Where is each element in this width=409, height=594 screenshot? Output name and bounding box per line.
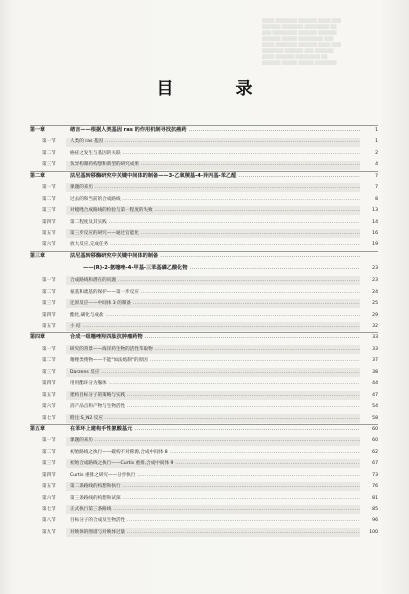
toc-entry-page: 60 <box>372 426 378 432</box>
toc-entry-number: 第六节 <box>42 242 56 248</box>
toc-entry-title: 第二条路线的构想和执行 ..... <box>70 481 360 492</box>
toc-section-entry <box>30 390 378 401</box>
toc-entry-number: 第三节 <box>42 208 56 214</box>
toc-entry-number: 第一节 <box>42 346 56 352</box>
toc-entry-page: 2 <box>375 150 378 156</box>
toc-entry-page: 81 <box>372 495 378 501</box>
toc-entry-number: 第七节 <box>42 415 56 421</box>
toc-entry-number: 第五章 <box>30 425 46 432</box>
table-of-contents <box>30 125 378 538</box>
toc-entry-page: 14 <box>372 219 378 225</box>
toc-entry-title: 噻唑类羧物——不能"如法炮制"的原因 ..... <box>70 355 360 366</box>
toc-entry-page: 1 <box>375 139 378 145</box>
toc-entry-page: 44 <box>372 381 378 387</box>
toc-section-entry <box>30 344 378 355</box>
toc-entry-title: 第三步反应的研究——通过官能化 ..... <box>70 228 360 239</box>
toc-section-entry <box>30 447 378 458</box>
toc-entry-title: 课题的来历 ..... <box>70 182 360 193</box>
toc-entry-number: 第一节 <box>42 139 56 145</box>
toc-entry-page: 24 <box>372 289 378 295</box>
toc-entry-title: 氨基和巯基的保护——第一步反应 ..... <box>70 287 360 298</box>
toc-entry-page: 100 <box>369 529 378 535</box>
toc-entry-number: 第五节 <box>42 484 56 490</box>
toc-entry-title: 放大反应,完成任务 ..... <box>70 239 360 250</box>
toc-entry-page: 38 <box>372 369 378 375</box>
toc-section-entry <box>30 159 378 170</box>
toc-entry-number: 第四节 <box>42 312 56 318</box>
toc-entry-number: 第三节 <box>42 162 56 168</box>
toc-section-entry <box>30 527 378 538</box>
toc-entry-page: 76 <box>372 484 378 490</box>
toc-section-entry <box>30 275 378 286</box>
toc-entry-title: 正式执行第三条路线 ..... <box>70 504 360 515</box>
page-title: 目 录 <box>156 79 281 99</box>
toc-entry-number: 第二节 <box>42 289 56 295</box>
toc-entry-number: 第三节 <box>42 461 56 467</box>
toc-section-entry <box>30 493 378 504</box>
toc-section-entry <box>30 413 378 424</box>
toc-entry-title: Curtis 重排之研究——分步执行 ..... <box>70 470 360 481</box>
toc-entry-page: 32 <box>372 324 378 329</box>
toc-section-entry <box>30 504 378 515</box>
toc-entry-page: 7 <box>375 173 378 179</box>
toc-section-entry <box>30 136 378 147</box>
toc-entry-page: 25 <box>372 301 378 307</box>
toc-section-entry <box>30 298 378 309</box>
toc-entry-page: 16 <box>372 230 378 236</box>
toc-section-entry <box>30 515 378 526</box>
toc-entry-number: 第三节 <box>42 369 56 375</box>
toc-entry-number: 第六节 <box>42 404 56 410</box>
toc-section-entry <box>30 481 378 492</box>
toc-entry-title: 初始合成路线之执行——Curtis 重排,合成中间体 9 ..... <box>70 458 360 469</box>
toc-entry-title: 小 结 ..... <box>70 321 360 332</box>
toc-entry-number: 第二节 <box>42 196 56 202</box>
toc-entry-page: 33 <box>372 335 378 341</box>
toc-entry-page: 33 <box>372 346 378 352</box>
toc-entry-number: 第一节 <box>42 278 56 284</box>
toc-entry-number: 第一节 <box>42 185 56 191</box>
toc-section-entry <box>30 378 378 389</box>
toc-chapter-subtitle <box>30 262 378 275</box>
toc-entry-page: 62 <box>372 449 378 455</box>
toc-entry-title: 法尼基转移酶研究中关键中间体的制备 ..... <box>70 251 360 262</box>
toc-section-entry <box>30 435 378 446</box>
toc-entry-title: 对噁唑合成路线的检验与第一程度的失败 ..... <box>70 205 360 216</box>
toc-entry-title: 第二程度及其实践 ..... <box>70 217 360 228</box>
toc-entry-page: 58 <box>372 415 378 421</box>
toc-chapter-entry <box>30 251 378 262</box>
toc-entry-number: 第六节 <box>42 495 56 501</box>
toc-entry-number: 第四章 <box>30 334 46 341</box>
toc-entry-number: 第九节 <box>42 529 56 535</box>
toc-entry-title: 还原反应——中间体 3 的制备 ..... <box>70 298 360 309</box>
toc-section-entry <box>30 194 378 205</box>
toc-section-entry <box>30 355 378 366</box>
toc-entry-page: 23 <box>372 266 378 272</box>
toc-entry-title: 癌症之发生与基因的关联 ..... <box>70 148 360 159</box>
toc-chapter-entry <box>30 171 378 182</box>
toc-entry-number: 第五节 <box>42 324 56 329</box>
toc-entry-title: 目标分子的合成及生物活性 ..... <box>70 515 360 526</box>
toc-section-entry <box>30 287 378 298</box>
toc-entry-title: 合成一组噻唑羟四肽抗肿瘤药物 ..... <box>70 332 360 343</box>
toc-entry-title: 第三条路线的构想和试探 ..... <box>70 493 360 504</box>
toc-entry-page: 60 <box>372 438 378 444</box>
toc-section-entry <box>30 310 378 321</box>
toc-entry-number: 第二节 <box>42 150 56 156</box>
toc-entry-title: 课题的来历 ..... <box>70 435 360 446</box>
toc-entry-number: 第四节 <box>42 219 56 225</box>
toc-section-entry <box>30 401 378 412</box>
toc-entry-title: 过去的和当前的合成路线 ..... <box>70 194 360 205</box>
toc-entry-page: 73 <box>372 472 378 478</box>
toc-section-entry <box>30 367 378 378</box>
toc-entry-title: 酯化,磺化与成盐 ..... <box>70 310 360 321</box>
toc-entry-number: 第二章 <box>30 172 46 179</box>
toc-entry-title: ——(R)-2-氨噻唑-4-甲基-三苯基磷乙酸化物 ..... <box>83 262 360 275</box>
toc-section-entry <box>30 182 378 193</box>
toc-entry-page: 23 <box>372 278 378 284</box>
toc-entry-number: 第八节 <box>42 518 56 524</box>
toc-entry-number: 第三节 <box>42 301 56 307</box>
toc-chapter-entry <box>30 125 378 136</box>
toc-entry-page: 8 <box>375 196 378 202</box>
toc-entry-number: 第一节 <box>42 438 56 444</box>
toc-entry-page: 19 <box>372 242 378 248</box>
toc-entry-page: 1 <box>375 128 378 133</box>
toc-entry-number: 第五节 <box>42 230 56 236</box>
toc-entry-number: 第四节 <box>42 472 56 478</box>
toc-entry-title: 建构目标分子的策略与实践 ..... <box>70 390 360 401</box>
toc-section-entry <box>30 228 378 239</box>
toc-entry-title: 合成路线和潜在的问题 ..... <box>70 275 360 286</box>
toc-entry-page: 47 <box>372 392 378 398</box>
toc-entry-title: 法尼基转移酶研究中关键中间体的制备——3-乙氧羰基-4-异丙基-苯乙醛 ..... <box>70 171 360 182</box>
show-through-text: ████ ███████ ██████ ████ ███ ██████ ███████ ████████ ██ ███ ████████ ██████ ██████ ██████ █████ ████████ ███ ████ ███████ ██████ ████ ███ ███████ ██████ ███ ██████ ████ ██████ ████████ ██ ██████ █████ █████ ███████ <box>262 18 341 65</box>
toc-entry-number: 第一章 <box>30 127 46 133</box>
toc-section-entry <box>30 321 378 332</box>
toc-entry-page: 29 <box>372 312 378 318</box>
toc-entry-title: 人类的 ras 基因 ..... <box>70 136 360 147</box>
toc-entry-title: 初始路线之执行——碳构不对称源,合成中间体 8 ..... <box>70 447 360 458</box>
toc-entry-page: 7 <box>375 185 378 191</box>
toc-entry-page: 85 <box>372 507 378 512</box>
toc-entry-number: 第七节 <box>42 507 56 512</box>
toc-entry-page: 37 <box>372 358 378 364</box>
toc-entry-title: Darzens 反应 ..... <box>70 367 360 378</box>
toc-entry-number: 第二节 <box>42 358 56 364</box>
toc-entry-title: 研究的背景——海洋药生物的活性萃取物 ..... <box>70 344 360 355</box>
toc-entry-page: 96 <box>372 518 378 524</box>
toc-entry-title: 用用酯环分为腺体 ..... <box>70 378 360 389</box>
toc-section-entry <box>30 239 378 250</box>
toc-entry-number: 第四节 <box>42 381 56 387</box>
toc-entry-number: 第二节 <box>42 449 56 455</box>
toc-chapter-entry <box>30 424 378 435</box>
toc-section-entry <box>30 217 378 228</box>
toc-entry-page: 67 <box>372 461 378 467</box>
toc-entry-title: 在苯环上建构手性氨酸基元 ..... <box>70 424 360 435</box>
toc-entry-page: 13 <box>372 208 378 214</box>
toc-chapter-entry <box>30 332 378 343</box>
toc-entry-title: 消产品点和产物与生物活性 ..... <box>70 401 360 412</box>
toc-section-entry <box>30 148 378 159</box>
toc-section-entry <box>30 205 378 216</box>
toc-entry-title: 绪言——根据人类基因 ras 的作用机制寻找抗癌药 ..... <box>70 125 360 136</box>
toc-entry-page: 54 <box>372 404 378 410</box>
toc-entry-page: 4 <box>375 162 378 168</box>
toc-entry-title: 附注:S_N2 反应 ..... <box>70 413 360 424</box>
toc-entry-title: 负异构制药构想和新型的研究成果 ..... <box>70 159 360 170</box>
toc-entry-number: 第三章 <box>30 252 46 259</box>
toc-entry-title: 对映体的图谱与对映体过量 ..... <box>70 527 360 538</box>
toc-section-entry <box>30 470 378 481</box>
toc-entry-number: 第五节 <box>42 392 56 398</box>
toc-section-entry <box>30 458 378 469</box>
